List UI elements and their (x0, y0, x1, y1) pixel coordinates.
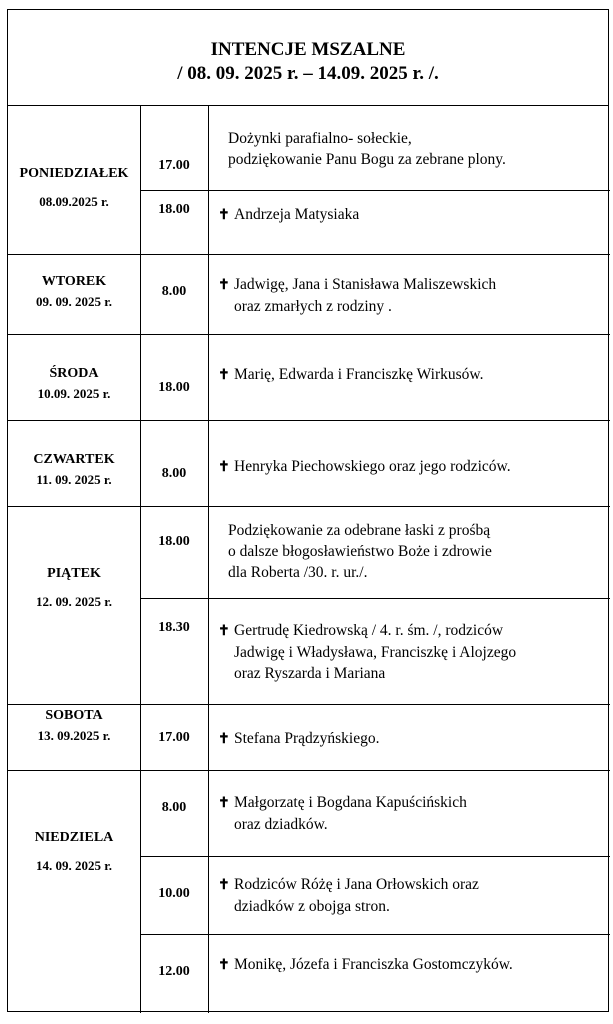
mass-intention (218, 620, 516, 684)
intention-text: o dalsze błogosławieństwo Boże i zdrowie (228, 543, 492, 560)
column-divider (208, 704, 209, 770)
day-label (8, 366, 140, 402)
intention-text: Andrzeja Matysiaka (234, 206, 360, 223)
cross-icon: ✝ (218, 958, 230, 973)
intention-line (218, 874, 479, 896)
mass-time: 18.00 (158, 534, 190, 549)
intention-line (218, 274, 496, 296)
day-date: 09. 09. 2025 r. (35, 294, 113, 309)
cross-icon: ✝ (218, 878, 230, 893)
intention-line (228, 541, 492, 562)
mass-time: 8.00 (161, 466, 187, 481)
cross-icon: ✝ (218, 732, 230, 747)
intention-line (218, 663, 516, 684)
column-divider (140, 420, 141, 506)
intention-line (218, 642, 516, 663)
mass-intention (218, 364, 483, 386)
intention-text: Małgorzatę i Bogdana Kapuścińskich (234, 794, 467, 811)
day-date: 13. 09.2025 r. (37, 728, 111, 743)
mass-intention (218, 728, 380, 750)
mass-time: 8.00 (161, 800, 187, 815)
column-divider (208, 106, 209, 254)
mass-time: 17.00 (158, 158, 190, 173)
day-label (8, 452, 140, 488)
mass-intention (228, 520, 492, 583)
mass-time: 18.00 (158, 380, 190, 395)
day-name: PONIEDZIAŁEK (19, 166, 129, 181)
intention-text: Stefana Prądzyńskiego. (234, 730, 380, 747)
day-divider (8, 334, 610, 335)
mass-divider (140, 856, 610, 857)
column-divider (208, 506, 209, 704)
day-label (8, 566, 140, 610)
intention-line (218, 456, 511, 478)
day-label (8, 274, 140, 310)
mass-intention (218, 874, 479, 917)
document-title (8, 10, 608, 106)
intention-line (218, 792, 467, 814)
column-divider (140, 106, 141, 254)
day-name: NIEDZIELA (34, 830, 114, 845)
day-date: 11. 09. 2025 r. (36, 472, 112, 487)
intention-line (218, 296, 496, 317)
mass-time: 17.00 (158, 730, 190, 745)
cross-icon: ✝ (218, 624, 230, 639)
day-label (8, 708, 140, 744)
intention-text: Dożynki parafialno- sołeckie, (228, 130, 412, 147)
intention-text: oraz dziadków. (234, 816, 328, 833)
day-divider (8, 770, 610, 771)
mass-divider (140, 190, 610, 191)
day-label (8, 166, 140, 210)
intention-text: Henryka Piechowskiego oraz jego rodziców. (234, 458, 511, 475)
day-date: 10.09. 2025 r. (37, 386, 111, 401)
cross-icon: ✝ (218, 368, 230, 383)
column-divider (140, 334, 141, 420)
cross-icon: ✝ (218, 796, 230, 811)
column-divider (208, 254, 209, 334)
title-line-1: INTENCJE MSZALNE (210, 39, 406, 60)
cross-icon: ✝ (218, 208, 230, 223)
day-divider (8, 506, 610, 507)
mass-time: 8.00 (161, 284, 187, 299)
intention-text: podziękowanie Panu Bogu za zebrane plony. (228, 151, 506, 168)
mass-intention (218, 274, 496, 317)
mass-intention (218, 954, 513, 976)
cross-icon: ✝ (218, 278, 230, 293)
column-divider (208, 770, 209, 1013)
day-divider (8, 254, 610, 255)
intention-text: oraz zmarłych z rodziny . (234, 298, 392, 315)
intention-text: dziadków z obojga stron. (234, 898, 390, 915)
mass-time: 18.00 (158, 202, 190, 217)
mass-intention (218, 792, 467, 835)
intention-line (218, 814, 467, 835)
intention-line (218, 204, 359, 226)
day-date: 12. 09. 2025 r. (35, 594, 113, 609)
day-divider (8, 420, 610, 421)
title-line-2: / 08. 09. 2025 r. – 14.09. 2025 r. /. (177, 63, 439, 84)
intention-line (218, 954, 513, 976)
day-name: WTOREK (41, 274, 107, 289)
intention-text: oraz Ryszarda i Mariana (234, 665, 386, 682)
intention-line (228, 149, 506, 170)
intention-text: Rodziców Różę i Jana Orłowskich oraz (234, 876, 479, 893)
intention-line (218, 620, 516, 642)
day-name: SOBOTA (45, 708, 103, 723)
intention-line (228, 128, 506, 149)
day-divider (8, 704, 610, 705)
intention-line (218, 364, 483, 386)
mass-intention (218, 204, 359, 226)
mass-time: 10.00 (158, 886, 190, 901)
cross-icon: ✝ (218, 460, 230, 475)
mass-intention (218, 456, 511, 478)
intention-text: Gertrudę Kiedrowską / 4. r. śm. /, rodziców (234, 622, 504, 639)
day-label (8, 830, 140, 874)
mass-intention (228, 128, 506, 170)
intention-text: dla Roberta /30. r. ur./. (228, 564, 368, 581)
intention-line (218, 896, 479, 917)
day-name: ŚRODA (49, 366, 99, 381)
day-name: CZWARTEK (33, 452, 115, 467)
mass-divider (140, 934, 610, 935)
intention-text: Monikę, Józefa i Franciszka Gostomczyków. (234, 956, 513, 973)
mass-divider (140, 598, 610, 599)
intention-line (228, 562, 492, 583)
column-divider (208, 420, 209, 506)
intention-text: Jadwigę i Władysława, Franciszkę i Alojzego (234, 644, 517, 661)
column-divider (208, 334, 209, 420)
intentions-sheet (7, 9, 609, 1012)
mass-time: 12.00 (158, 964, 190, 979)
mass-time: 18.30 (158, 620, 190, 635)
day-date: 14. 09. 2025 r. (35, 858, 113, 873)
intention-text: Jadwigę, Jana i Stanisława Maliszewskich (234, 276, 497, 293)
day-date: 08.09.2025 r. (39, 194, 109, 209)
intention-text: Marię, Edwarda i Franciszkę Wirkusów. (234, 366, 484, 383)
intention-text: Podziękowanie za odebrane łaski z prośbą (228, 522, 491, 539)
day-name: PIĄTEK (47, 566, 101, 581)
intention-line (218, 728, 380, 750)
intention-line (228, 520, 492, 541)
